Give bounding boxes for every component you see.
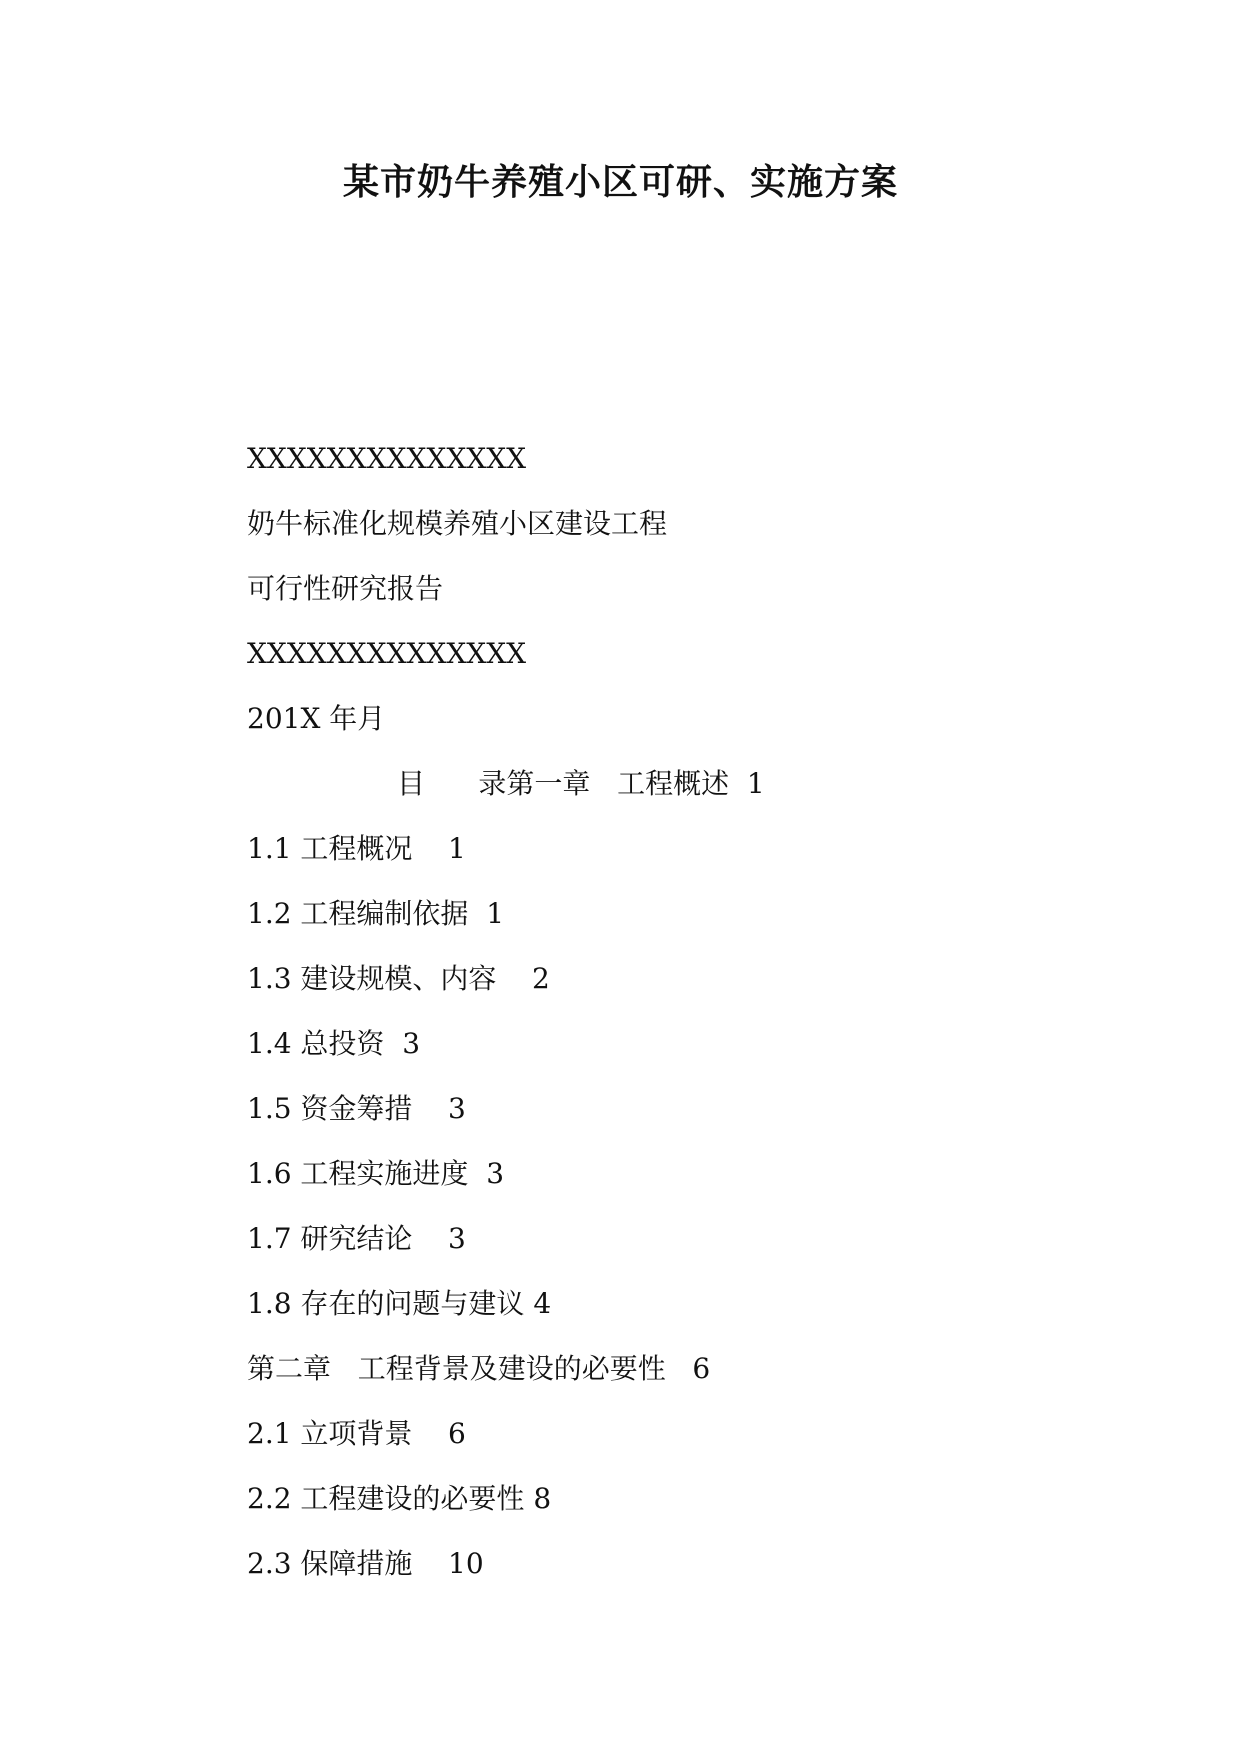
page-title: 某市奶牛养殖小区可研、实施方案: [342, 161, 898, 203]
toc-entry: 1.2 工程编制依据 1: [247, 897, 505, 930]
toc-entry: 1.1 工程概况 1: [247, 832, 466, 865]
cover-project-name: 奶牛标准化规模养殖小区建设工程: [247, 507, 668, 540]
toc-entry: 1.7 研究结论 3: [247, 1222, 466, 1255]
toc-entry: 1.5 资金筹措 3: [247, 1092, 466, 1125]
toc-chapter-entry: 第二章 工程背景及建设的必要性 6: [247, 1352, 711, 1385]
toc-entry: 1.8 存在的问题与建议 4: [247, 1287, 552, 1320]
cover-report-type: 可行性研究报告: [247, 572, 444, 605]
cover-org-line-2: XXXXXXXXXXXXXX: [247, 637, 527, 670]
toc-entry: 1.4 总投资 3: [247, 1027, 421, 1060]
toc-entry: 2.1 立项背景 6: [247, 1417, 466, 1450]
toc-entry: 1.3 建设规模、内容 2: [247, 962, 550, 995]
document-body: [247, 426, 1147, 1596]
toc-list: [247, 816, 1147, 1596]
toc-entry: 2.3 保障措施 10: [247, 1547, 484, 1580]
toc-heading-line: 目 录第一章 工程概述 1: [397, 767, 765, 800]
toc-entry: 1.6 工程实施进度 3: [247, 1157, 505, 1190]
cover-date: 201X 年月: [247, 702, 386, 735]
cover-org-line-1: XXXXXXXXXXXXXX: [247, 442, 527, 475]
toc-entry: 2.2 工程建设的必要性 8: [247, 1482, 552, 1515]
